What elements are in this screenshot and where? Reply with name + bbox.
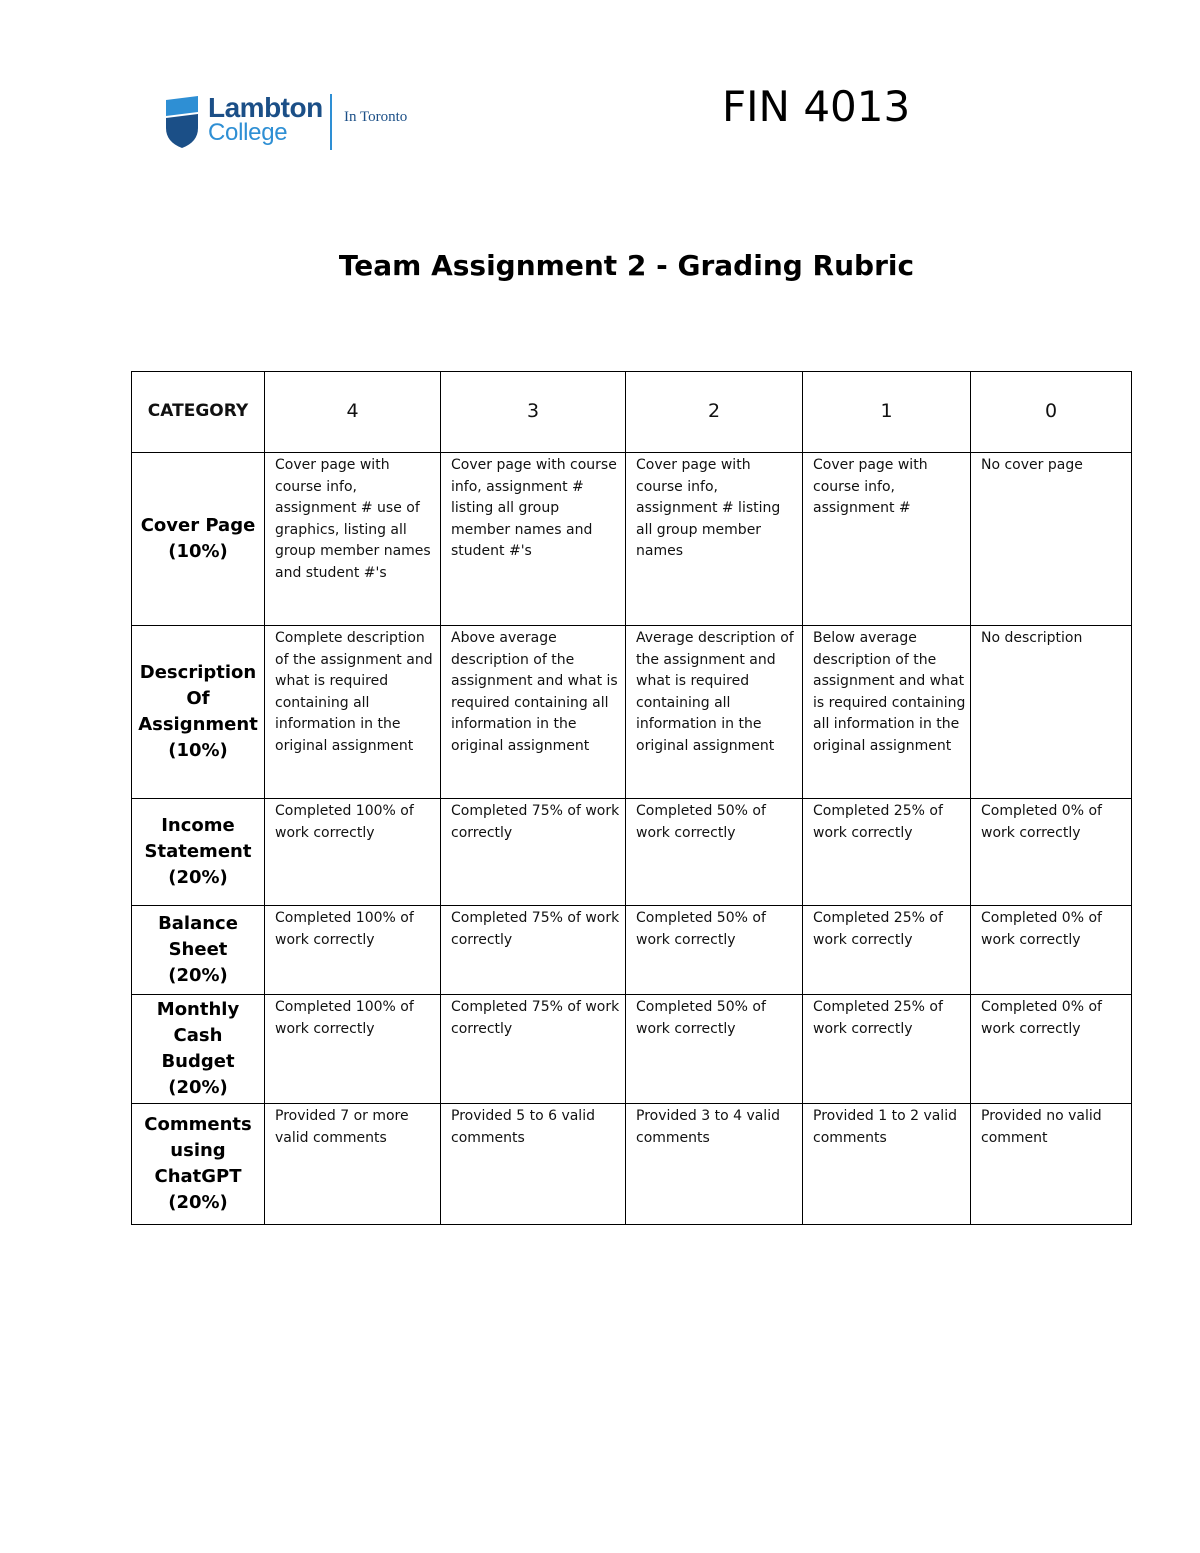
criteria-cell: Completed 0% of work correctly	[971, 906, 1132, 995]
criteria-cell: Completed 25% of work correctly	[803, 799, 971, 906]
category-balance-sheet	[132, 906, 265, 995]
category-comments	[132, 1104, 265, 1225]
header-score-3: 3	[441, 372, 626, 453]
criteria-cell: Completed 50% of work correctly	[626, 995, 803, 1104]
category-cash-budget	[132, 995, 265, 1104]
shield-icon	[164, 94, 200, 148]
header-score-0: 0	[971, 372, 1132, 453]
criteria-cell: Completed 50% of work correctly	[626, 799, 803, 906]
header-score-2: 2	[626, 372, 803, 453]
category-cover-page	[132, 453, 265, 626]
header-score-4: 4	[265, 372, 441, 453]
category-label: Description Of Assignment (10%)	[138, 662, 258, 761]
category-description	[132, 626, 265, 799]
criteria-cell: Completed 100% of work correctly	[265, 799, 441, 906]
criteria-cell: Complete description of the assignment and what is required containing all information in the original assignment	[265, 626, 441, 799]
rubric-row-description	[132, 626, 1132, 799]
criteria-cell: Average description of the assignment and what is required containing all information in the original assignment	[626, 626, 803, 799]
header-score-1: 1	[803, 372, 971, 453]
rubric-header-row	[132, 372, 1132, 453]
criteria-cell: Cover page with course info, assignment #	[803, 453, 971, 626]
criteria-cell: Below average description of the assignment and what is required containing all information in the original assignment	[803, 626, 971, 799]
criteria-cell: Completed 25% of work correctly	[803, 995, 971, 1104]
rubric-row-income-statement	[132, 799, 1132, 906]
criteria-cell: Completed 0% of work correctly	[971, 799, 1132, 906]
lambton-college-logo	[164, 92, 424, 154]
grading-rubric-table	[131, 371, 1132, 1225]
header-category: CATEGORY	[132, 372, 265, 453]
criteria-cell: Provided 1 to 2 valid comments	[803, 1104, 971, 1225]
criteria-cell: Completed 50% of work correctly	[626, 906, 803, 995]
criteria-cell: Completed 25% of work correctly	[803, 906, 971, 995]
criteria-cell: Cover page with course info, assignment # listing all group member names and student #'s	[441, 453, 626, 626]
criteria-cell: No description	[971, 626, 1132, 799]
category-label: Income Statement (20%)	[144, 815, 252, 888]
criteria-cell: Provided 5 to 6 valid comments	[441, 1104, 626, 1225]
criteria-cell: Provided 3 to 4 valid comments	[626, 1104, 803, 1225]
criteria-cell: Completed 75% of work correctly	[441, 799, 626, 906]
rubric-row-cover-page	[132, 453, 1132, 626]
criteria-cell: Provided 7 or more valid comments	[265, 1104, 441, 1225]
criteria-cell: Cover page with course info, assignment # listing all group member names	[626, 453, 803, 626]
rubric-row-balance-sheet	[132, 906, 1132, 995]
category-label: Balance Sheet (20%)	[158, 913, 238, 986]
criteria-cell: No cover page	[971, 453, 1132, 626]
criteria-cell: Completed 100% of work correctly	[265, 995, 441, 1104]
course-code: FIN 4013	[722, 82, 911, 131]
logo-wordmark-college: College	[208, 119, 288, 146]
logo-location: In Toronto	[344, 109, 408, 125]
criteria-cell: Above average description of the assignment and what is required containing all information in the original assignment	[441, 626, 626, 799]
category-label: Comments using ChatGPT (20%)	[144, 1114, 252, 1213]
criteria-cell: Completed 0% of work correctly	[971, 995, 1132, 1104]
category-label: Cover Page (10%)	[140, 515, 256, 562]
document-title: Team Assignment 2 - Grading Rubric	[338, 249, 915, 282]
rubric-row-comments	[132, 1104, 1132, 1225]
criteria-cell: Cover page with course info, assignment # use of graphics, listing all group member names and student #'s	[265, 453, 441, 626]
criteria-cell: Provided no valid comment	[971, 1104, 1132, 1225]
criteria-cell: Completed 75% of work correctly	[441, 906, 626, 995]
rubric-row-cash-budget	[132, 995, 1132, 1104]
category-income-statement	[132, 799, 265, 906]
criteria-cell: Completed 75% of work correctly	[441, 995, 626, 1104]
criteria-cell: Completed 100% of work correctly	[265, 906, 441, 995]
category-label: Monthly Cash Budget (20%)	[156, 999, 240, 1098]
logo-divider	[330, 94, 332, 150]
logo-wordmark-lambton: Lambton	[208, 92, 323, 123]
